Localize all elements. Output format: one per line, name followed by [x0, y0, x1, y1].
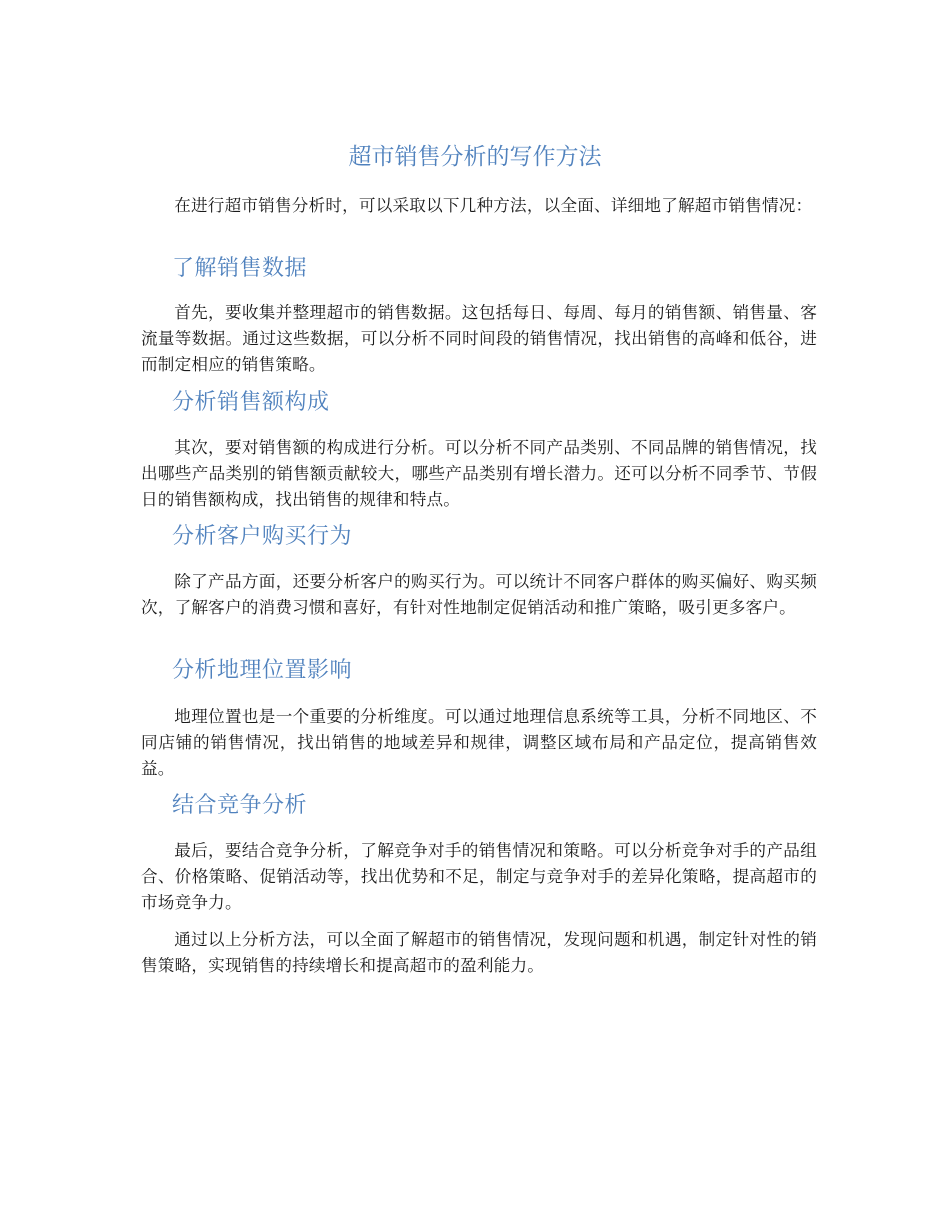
section-heading-customer-behavior: 分析客户购买行为	[172, 524, 353, 549]
section-heading-location: 分析地理位置影响	[172, 658, 353, 683]
section-heading-sales-data: 了解销售数据	[172, 256, 308, 281]
intro-paragraph: 在进行超市销售分析时，可以采取以下几种方法，以全面、详细地了解超市销售情况：	[174, 196, 813, 215]
section-body-competition: 最后，要结合竞争分析，了解竞争对手的销售情况和策略。可以分析竞争对手的产品组合、价格策略、促销活动等，找出优势和不足，制定与竞争对手的差异化策略，提高超市的市场竞争力。	[141, 841, 817, 912]
section-body-sales-composition: 其次，要对销售额的构成进行分析。可以分析不同产品类别、不同品牌的销售情况，找出哪些产品类别的销售额贡献较大，哪些产品类别有增长潜力。还可以分析不同季节、节假日的销售额构成，找出销售的规律和特点。	[141, 438, 817, 509]
section-heading-sales-composition: 分析销售额构成	[172, 390, 330, 415]
section-body-location: 地理位置也是一个重要的分析维度。可以通过地理信息系统等工具，分析不同地区、不同店铺的销售情况，找出销售的地域差异和规律，调整区域布局和产品定位，提高销售效益。	[141, 707, 817, 778]
section-body-customer-behavior: 除了产品方面，还要分析客户的购买行为。可以统计不同客户群体的购买偏好、购买频次，了解客户的消费习惯和喜好，有针对性地制定促销活动和推广策略，吸引更多客户。	[141, 572, 817, 617]
section-heading-competition: 结合竞争分析	[172, 793, 308, 818]
document-title: 超市销售分析的写作方法	[348, 144, 602, 170]
section-body-sales-data: 首先，要收集并整理超市的销售数据。这包括每日、每周、每月的销售额、销售量、客流量等数据。通过这些数据，可以分析不同时间段的销售情况，找出销售的高峰和低谷，进而制定相应的销售策略。	[141, 303, 817, 374]
conclusion-paragraph: 通过以上分析方法，可以全面了解超市的销售情况，发现问题和机遇，制定针对性的销售策略，实现销售的持续增长和提高超市的盈利能力。	[141, 930, 817, 975]
